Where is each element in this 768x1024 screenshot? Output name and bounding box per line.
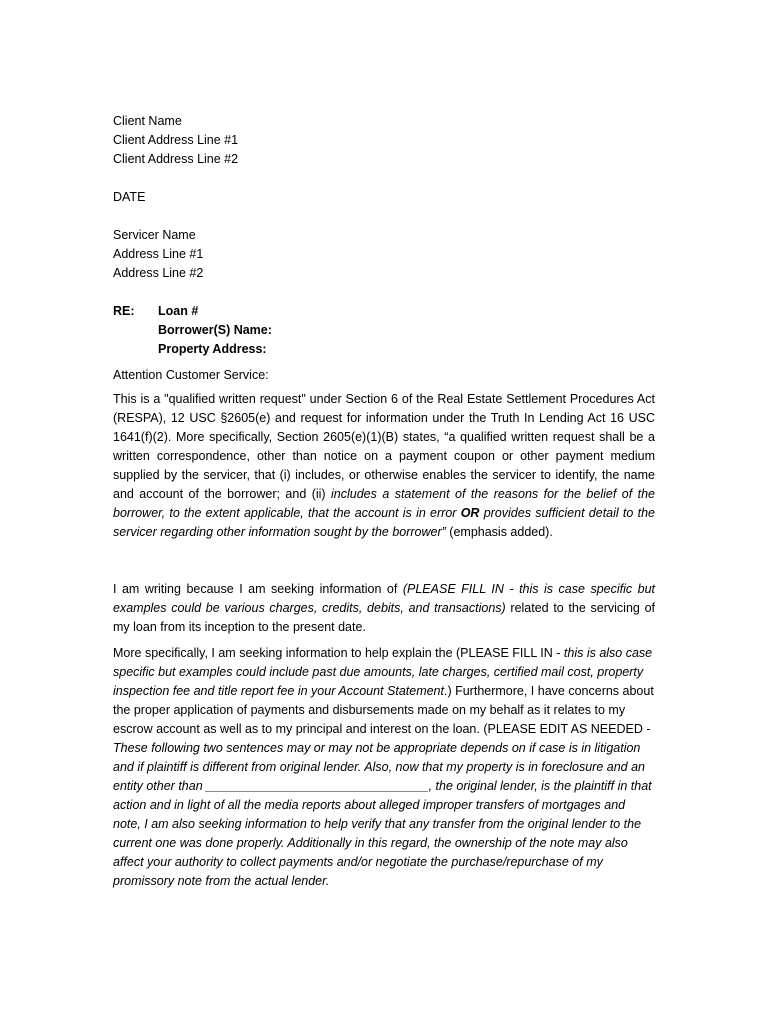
para3-text-1: More specifically, I am seeking information to help explain the (PLEASE FILL IN - xyxy=(113,646,564,660)
paragraph-1 xyxy=(113,390,655,542)
salutation xyxy=(113,366,655,385)
date-line xyxy=(113,188,655,207)
paragraph-3 xyxy=(113,644,655,891)
client-address-line-2: Client Address Line #2 xyxy=(113,152,239,166)
date-text: DATE xyxy=(113,190,146,204)
client-name: Client Name xyxy=(113,114,182,128)
para2-text-2: related to the servicing of my loan from its inception to the present date. xyxy=(113,601,655,634)
servicer-name: Servicer Name xyxy=(113,228,196,242)
para1-text-1: This is a "qualified written request" under Section 6 of the Real Estate Settlement Procedures Act (RESPA), 12 USC §2605(e) and request for information under the Truth In Lending Act 16 USC 1641(f)(2). More specifically, Section 2605(e)(1)(B) states, “a qualified written request shall be a written correspondence, other than notice on a payment coupon or other payment medium supplied by the servicer, that (i) includes, or otherwise enables the servicer to identify, the name and account of the borrower; and (ii) xyxy=(113,392,655,501)
para1-italic-1: includes a statement of the reasons for the belief of the borrower, to the extent applicable, that the account is in error xyxy=(113,487,655,520)
servicer-address-block xyxy=(113,226,655,283)
servicer-address-line-1: Address Line #1 xyxy=(113,247,204,261)
para3-text-3: Furthermore, I have concerns about the proper application of payments and disbursements made on my behalf as it relates to my escrow account as well as to my principal and interest on the loan. (PLEASE EDIT AS NEEDED - xyxy=(113,684,654,736)
re-borrower-name: Borrower(S) Name: xyxy=(158,323,272,337)
paragraph-2 xyxy=(113,580,655,637)
re-property-address: Property Address: xyxy=(158,342,267,356)
re-block xyxy=(158,302,272,359)
para2-italic-1: (PLEASE FILL IN - this is case specific but examples could be various charges, credits, debits, and transactions) xyxy=(113,582,656,615)
client-address-block xyxy=(113,112,655,169)
para3-italic-2: These following two sentences may or may not be appropriate depends on if case is in litigation and if plaintiff is different from original lender. Also, now that my property is in foreclosure and an entity other than ________________________________, the original lender, is the plaintiff in that action and in light of all the media reports about alleged improper transfers of mortgages and note, I am also seeking information to help verify that any transfer from the original lender to the current one was done properly. Additionally in this regard, the ownership of the note may also affect your authority to collect payments and/or negotiate the purchase/repurchase of my promissory note from the actual lender. xyxy=(113,741,652,888)
re-label: RE: xyxy=(113,304,135,318)
servicer-address-line-2: Address Line #2 xyxy=(113,266,204,280)
para2-text-1: I am writing because I am seeking information of xyxy=(113,582,403,596)
client-address-line-1: Client Address Line #1 xyxy=(113,133,239,147)
para1-italic-2: provides sufficient detail to the servicer regarding other information sought by the borrower” xyxy=(113,506,655,539)
para3-italic-1: this is also case specific but examples could include past due amounts, late charges, certified mail cost, property inspection fee and title report fee in your Account Statement xyxy=(113,646,653,698)
salutation-text: Attention Customer Service: xyxy=(113,368,269,382)
para3-text-2: .) xyxy=(443,684,452,698)
para1-text-2: (emphasis added). xyxy=(445,525,553,539)
para1-bold-or: OR xyxy=(460,506,480,520)
re-loan-number: Loan # xyxy=(158,304,199,318)
